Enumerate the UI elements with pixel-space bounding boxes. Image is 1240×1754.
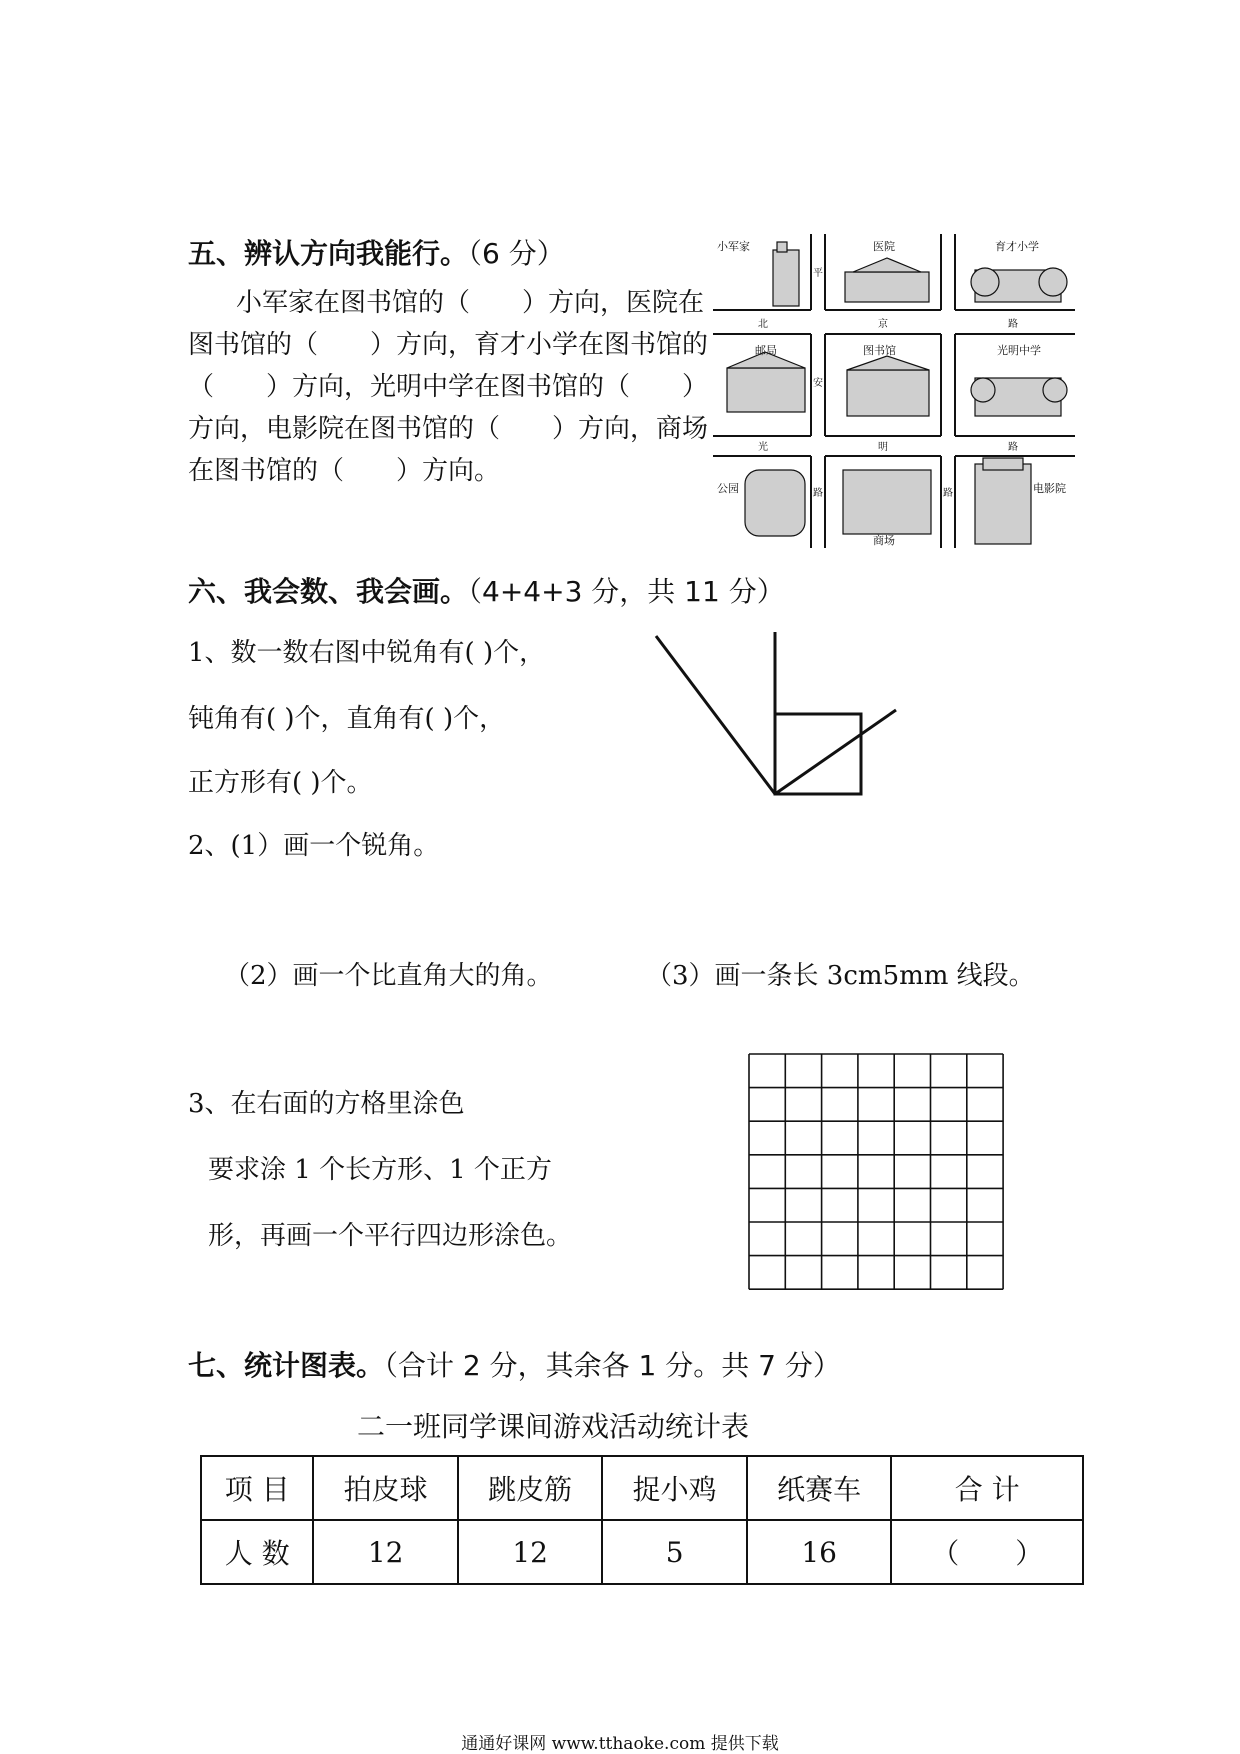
table-cell: 12 (458, 1520, 603, 1584)
section7-title: 七、统计图表。 (188, 1349, 385, 1382)
road-label: 京 (878, 319, 888, 330)
section7-heading (188, 1344, 841, 1384)
table-cell: 12 (313, 1520, 458, 1584)
statistics-table (200, 1455, 1084, 1585)
section6-score: （4+4+3 分，共 11 分） (468, 575, 785, 608)
q3-line: 要求涂 1 个长方形、1 个正方 (208, 1155, 552, 1185)
q1-line: 钝角有( )个，直角有( )个， (188, 704, 506, 734)
road-label: 光 (758, 442, 768, 453)
road-label: 平 (813, 268, 823, 279)
section6-heading (188, 570, 785, 610)
section5-line: 在图书馆的（ ）方向。 (188, 456, 501, 486)
table-header-cell: 捉小鸡 (602, 1456, 747, 1520)
map-label-post: 邮局 (755, 344, 777, 357)
table-header-cell: 跳皮筋 (458, 1456, 603, 1520)
table-cell: 16 (747, 1520, 892, 1584)
q2-1-prompt: 2、(1）画一个锐角。 (188, 831, 440, 861)
section5-line: 小军家在图书馆的（ ）方向，医院在 (236, 288, 705, 318)
map-label-cinema: 电影院 (1033, 482, 1066, 495)
table-header-row (201, 1456, 1083, 1520)
section5-line: 图书馆的（ ）方向，育才小学在图书馆的 (188, 330, 709, 360)
map-label-middle-school: 光明中学 (997, 344, 1041, 357)
table-header-cell: 拍皮球 (313, 1456, 458, 1520)
table-title: 二一班同学课间游戏活动统计表 (357, 1410, 750, 1443)
section5-line: （ ）方向，光明中学在图书馆的（ ） (188, 372, 709, 402)
section6-title: 六、我会数、我会画。 (188, 575, 469, 608)
building-drawings (727, 242, 1067, 544)
road-label: 路 (813, 488, 823, 499)
map-label-school: 育才小学 (995, 240, 1039, 253)
street-map-svg (713, 230, 1075, 548)
q1-line: 1、数一数右图中锐角有( )个， (188, 638, 546, 668)
road-label: 北 (758, 319, 768, 330)
map-label-home: 小军家 (717, 240, 750, 253)
section5-line: 方向，电影院在图书馆的（ ）方向，商场 (188, 414, 709, 444)
q2-3-prompt: （3）画一条长 3cm5mm 线段。 (646, 961, 1035, 991)
table-row (201, 1520, 1083, 1584)
footer-credit: 通通好课网 www.tthaoke.com 提供下载 (461, 1734, 779, 1754)
q2-2-prompt: （2）画一个比直角大的角。 (224, 961, 553, 991)
road-label: 路 (1008, 442, 1018, 453)
street-map (713, 230, 1075, 548)
section5-title: 五、辨认方向我能行。 (188, 237, 469, 270)
section5-heading (188, 232, 565, 272)
map-label-mall: 商场 (873, 534, 895, 547)
section5-paragraph (188, 282, 709, 492)
q3-line: 3、在右面的方格里涂色 (188, 1089, 465, 1119)
map-label-hospital: 医院 (873, 240, 895, 253)
table-total-answer-cell[interactable]: （ ） (891, 1520, 1083, 1584)
table-header-cell: 纸赛车 (747, 1456, 892, 1520)
road-label: 安 (813, 378, 823, 389)
road-label: 路 (943, 488, 953, 499)
q1-line: 正方形有( )个。 (188, 768, 373, 798)
coloring-grid[interactable] (748, 1053, 1004, 1293)
section7-score: （合计 2 分，其余各 1 分。共 7 分） (384, 1349, 841, 1382)
table-header-cell: 合 计 (891, 1456, 1083, 1520)
road-label: 路 (1008, 319, 1018, 330)
section5-score: （6 分） (468, 237, 565, 270)
table-header-cell: 项 目 (201, 1456, 313, 1520)
road-label: 明 (878, 442, 888, 453)
angle-figure (640, 628, 910, 808)
table-cell: 5 (602, 1520, 747, 1584)
map-label-park: 公园 (717, 482, 739, 495)
q3-line: 形，再画一个平行四边形涂色。 (208, 1221, 573, 1251)
map-label-library: 图书馆 (863, 344, 896, 357)
table-cell: 人 数 (201, 1520, 313, 1584)
